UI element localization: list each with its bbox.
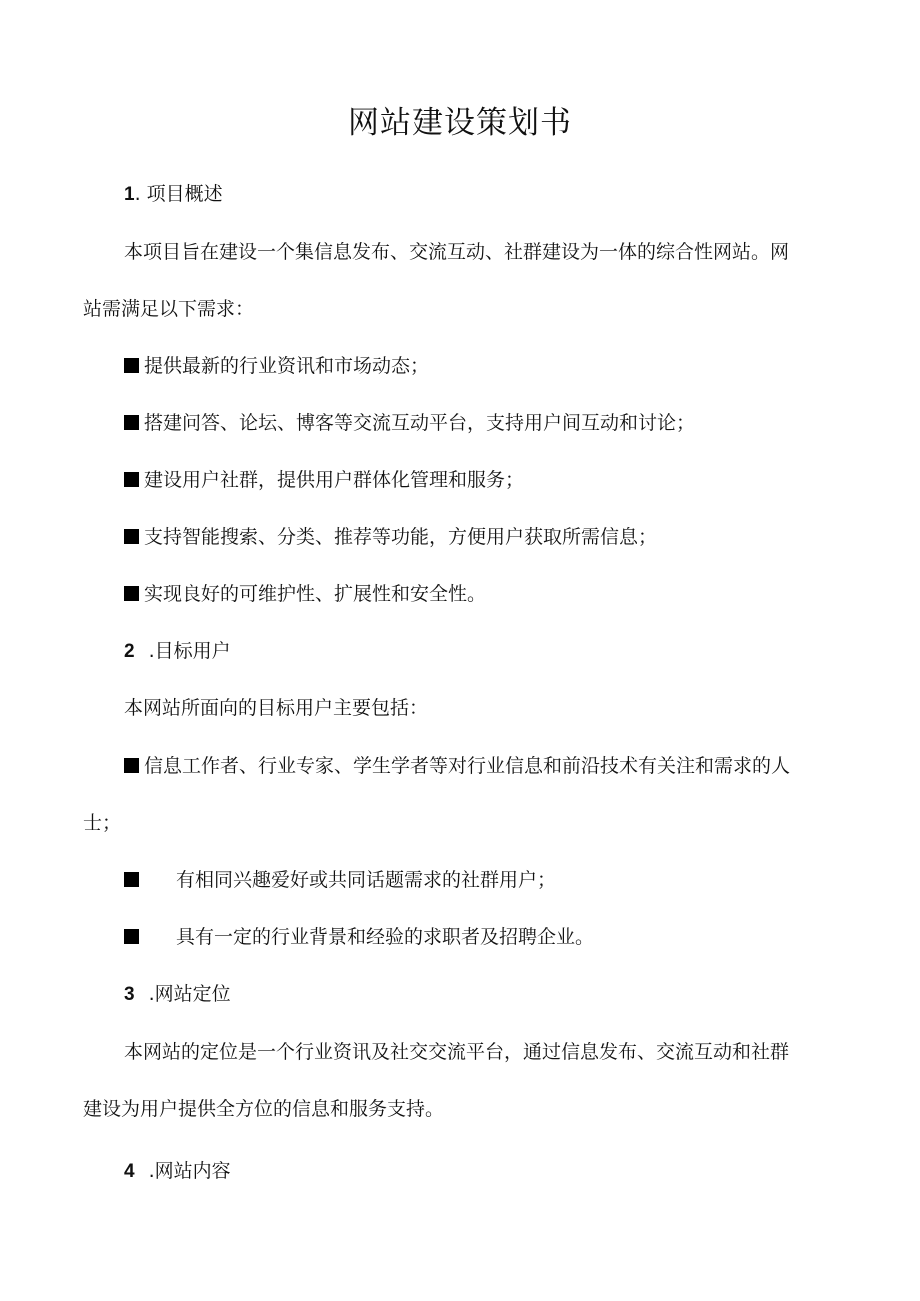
square-bullet-icon bbox=[124, 472, 139, 487]
section-3-title: .网站定位 bbox=[148, 983, 231, 1005]
list-item-text: 实现良好的可维护性、扩展性和安全性。 bbox=[144, 583, 487, 605]
list-item-text: 信息工作者、行业专家、学生学者等对行业信息和前沿技术有关注和需求的人 bbox=[144, 755, 791, 777]
section-1-number: 1 bbox=[124, 184, 135, 205]
section-1-title: . 项目概述 bbox=[134, 183, 223, 205]
list-item-text: 具有一定的行业背景和经验的求职者及招聘企业。 bbox=[176, 926, 595, 948]
square-bullet-icon bbox=[124, 415, 139, 430]
section-2-number: 2 bbox=[124, 641, 135, 662]
list-item-text: 搭建问答、论坛、博客等交流互动平台，支持用户间互动和讨论； bbox=[144, 412, 696, 434]
list-item-text: 支持智能搜索、分类、推荐等功能，方便用户获取所需信息； bbox=[144, 526, 658, 548]
list-item bbox=[124, 752, 790, 780]
list-item-continuation: 士； bbox=[83, 812, 122, 834]
square-bullet-icon bbox=[124, 758, 139, 773]
list-item-text: 有相同兴趣爱好或共同话题需求的社群用户； bbox=[176, 869, 557, 891]
section-2-intro: 本网站所面向的目标用户主要包括： bbox=[124, 697, 429, 719]
list-item bbox=[124, 409, 695, 437]
section-3-number: 3 bbox=[124, 984, 135, 1005]
list-item bbox=[124, 923, 594, 951]
section-4-number: 4 bbox=[124, 1161, 135, 1182]
square-bullet-icon bbox=[124, 872, 139, 887]
section-2-heading bbox=[124, 637, 231, 666]
section-2-title: .目标用户 bbox=[148, 640, 231, 662]
list-item bbox=[124, 580, 486, 608]
square-bullet-icon bbox=[124, 586, 139, 601]
list-item bbox=[124, 523, 657, 551]
list-item bbox=[124, 866, 556, 894]
square-bullet-icon bbox=[124, 929, 139, 944]
section-3-body-line-2: 建设为用户提供全方位的信息和服务支持。 bbox=[83, 1098, 445, 1120]
section-1-intro-line-1: 本项目旨在建设一个集信息发布、交流互动、社群建设为一体的综合性网站。网 bbox=[124, 241, 790, 263]
list-item bbox=[124, 466, 524, 494]
section-3-heading bbox=[124, 980, 231, 1009]
square-bullet-icon bbox=[124, 358, 139, 373]
list-item bbox=[124, 352, 429, 380]
list-item-text: 提供最新的行业资讯和市场动态； bbox=[144, 355, 430, 377]
section-1-heading bbox=[124, 180, 223, 209]
page-title: 网站建设策划书 bbox=[348, 105, 572, 141]
section-4-title: .网站内容 bbox=[148, 1160, 231, 1182]
list-item-text: 建设用户社群，提供用户群体化管理和服务； bbox=[144, 469, 525, 491]
square-bullet-icon bbox=[124, 529, 139, 544]
section-1-intro-line-2: 站需满足以下需求： bbox=[83, 298, 255, 320]
section-3-body-line-1: 本网站的定位是一个行业资讯及社交交流平台，通过信息发布、交流互动和社群 bbox=[124, 1041, 790, 1063]
section-4-heading bbox=[124, 1157, 231, 1186]
